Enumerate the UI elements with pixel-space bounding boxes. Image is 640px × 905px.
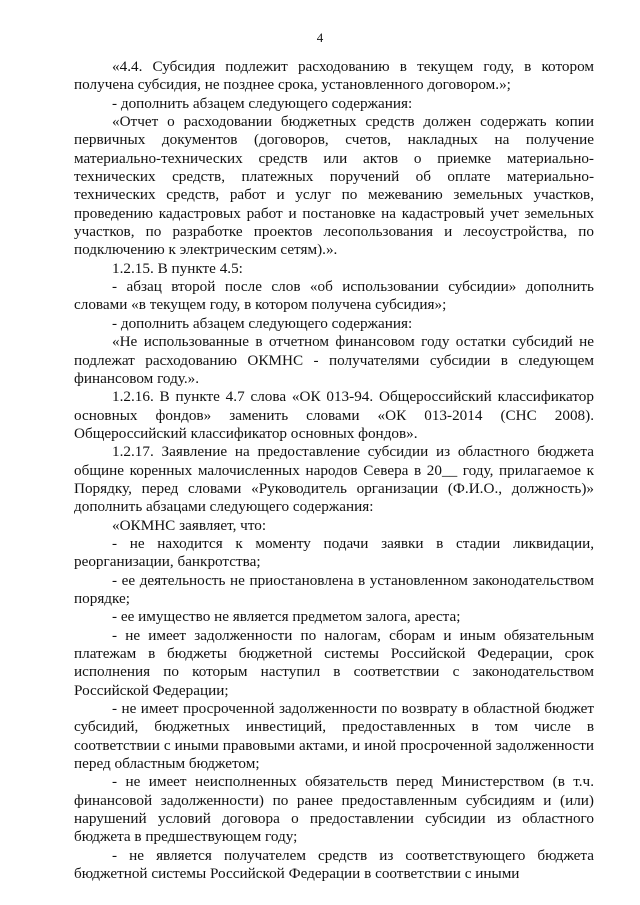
paragraph: «4.4. Субсидия подлежит расходованию в текущем году, в котором получена субсидия, не позднее срока, установленного договором.»; — [74, 58, 594, 94]
paragraph: «ОКМНС заявляет, что: — [112, 516, 267, 534]
paragraph: - ее имущество не является предметом залога, ареста; — [112, 608, 461, 626]
paragraph: 1.2.17. Заявление на предоставление субсидии из областного бюджета общине коренных малочисленных народов Севера в 20__ году, прилагаемое к Порядку, перед словами «Руководитель организации (Ф.И.О., должность)» дополнить абзацами следующего содержания: — [74, 443, 594, 516]
paragraph: 1.2.15. В пункте 4.5: — [112, 259, 243, 277]
page-number: 4 — [316, 30, 324, 45]
paragraph: - не имеет задолженности по налогам, сборам и иным обязательным платежам в бюджеты бюджетной системы Российской Федерации, срок исполнения по которым наступил в соответствии с законодательством Российской Федерации; — [74, 626, 594, 699]
paragraph: - не имеет неисполненных обязательств перед Министерством (в т.ч. финансовой задолженности) по ранее предоставленным субсидиям и (или) нарушений условий договора о предоставлении субсидии из областного бюджета в предшествующем году; — [74, 773, 594, 846]
paragraph: 1.2.16. В пункте 4.7 слова «ОК 013-94. Общероссийский классификатор основных фондов» заменить словами «ОК 013-2014 (СНС 2008). Общероссийский классификатор основных фондов». — [74, 388, 594, 442]
paragraph: - ее деятельность не приостановлена в установленном законодательством порядке; — [74, 571, 594, 607]
document-body — [74, 58, 594, 883]
paragraph: - дополнить абзацем следующего содержания: — [112, 314, 413, 332]
paragraph: - не имеет просроченной задолженности по возврату в областной бюджет субсидий, бюджетных инвестиций, предоставленных в том числе в соответствии с иными правовыми актами, и иной просроченной задолженности перед областным бюджетом; — [74, 700, 594, 773]
paragraph: «Отчет о расходовании бюджетных средств должен содержать копии первичных документов (договоров, счетов, накладных на получение материально-технических средств или актов о приемке материально-технических средств, платежных поручений об оплате материально-технических средств, работ и услуг по межеванию земельных участков, проведению кадастровых работ и постановке на кадастровый учет земельных участков, по разработке проектов лесопользования и лесоустройства, по подключению к электрическим сетям).». — [74, 113, 594, 259]
paragraph: - не является получателем средств из соответствующего бюджета бюджетной системы Российской Федерации в соответствии с иными — [74, 846, 594, 883]
paragraph: - абзац второй после слов «об использовании субсидии» дополнить словами «в текущем году, в котором получена субсидия»; — [74, 278, 594, 314]
paragraph: - дополнить абзацем следующего содержания: — [112, 94, 413, 112]
paragraph: - не находится к моменту подачи заявки в стадии ликвидации, реорганизации, банкротства; — [74, 534, 594, 571]
paragraph: «Не использованные в отчетном финансовом году остатки субсидий не подлежат расходованию ОКМНС - получателями субсидии в следующем финансовом году.». — [74, 333, 594, 387]
